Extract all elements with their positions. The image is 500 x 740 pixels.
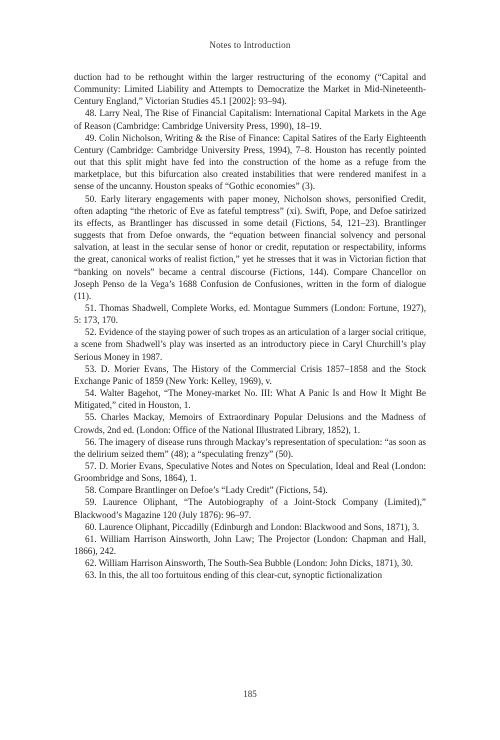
endnote-continuation: duction had to be rethought within the larger restructuring of the economy (“Capital and Community: Limited Liability and Attempts to Democratize the Market in Mid-Nineteenth-Century England,” Victorian Studies 45.1 [2002]: 93–94). (74, 72, 426, 107)
running-head: Notes to Introduction (209, 40, 291, 50)
endnote-61: 61. William Harrison Ainsworth, John Law; The Projector (London: Chapman and Hall, 1866), 242. (74, 533, 426, 557)
endnote-62: 62. William Harrison Ainsworth, The South-Sea Bubble (London: John Dicks, 1871), 30. (85, 558, 413, 569)
endnote-63: 63. In this, the all too fortuitous ending of this clear-cut, synoptic fictionalization (85, 570, 383, 581)
endnote-56: 56. The imagery of disease runs through Mackay’s representation of speculation: “as soon as the delirium seized them” (48); a “speculating frenzy” (50). (74, 436, 426, 459)
endnote-53: 53. D. Morier Evans, The History of the Commercial Crisis 1857–1858 and the Stock Exchange Panic of 1859 (New York: Kelley, 1969), v. (74, 363, 426, 386)
endnote-51: 51. Thomas Shadwell, Complete Works, ed. Montague Summers (London: Fortune, 1927), 5: 173, 170. (74, 302, 426, 326)
endnote-48: 48. Larry Neal, The Rise of Financial Capitalism: International Capital Markets in the Age of Reason (Cambridge: Cambridge University Press, 1990), 18–19. (74, 108, 426, 131)
endnote-52: 52. Evidence of the staying power of such tropes as an articulation of a larger social critique, a scene from Shadwell’s play was inserted as an introductory piece in Caryl Churchill’s play Serious Money in 1987. (74, 327, 426, 362)
endnote-57: 57. D. Morier Evans, Speculative Notes and Notes on Speculation, Ideal and Real (London: Groombridge and Sons, 1864), 1. (74, 461, 426, 484)
endnotes-body (74, 71, 426, 582)
endnote-54: 54. Walter Bagehot, “The Money-market No. III: What A Panic Is and How It Might Be Mitigated,” cited in Houston, 1. (74, 388, 426, 411)
endnote-60: 60. Laurence Oliphant, Piccadilly (Edinburgh and London: Blackwood and Sons, 1871), 3. (85, 521, 420, 532)
endnote-55: 55. Charles Mackay, Memoirs of Extraordinary Popular Delusions and the Madness of Crowds, 2nd ed. (London: Office of the National Illustrated Library, 1852), 1. (74, 412, 426, 435)
endnote-59: 59. Laurence Oliphant, “The Autobiography of a Joint-Stock Company (Limited),” Blackwood’s Magazine 120 (July 1876): 96–97. (74, 497, 426, 520)
endnote-50: 50. Early literary engagements with paper money, Nicholson shows, personified Credit, often adapting “the rhetoric of Eve as fateful temptress” (xi). Swift, Pope, and Defoe satirized its effects, as Brantlinger has discussed in some detail (Fictions, 54, 121–23). Brantlinger suggests that from Defoe onwards, the “equation between financial solvency and personal salvation, at least in the secular sense of honor or credit, reputation or respectability, informs the great, canonical works of realist fiction,” yet he stresses that it was in Victorian fiction that “banking on novels” became a central discourse (Fictions, 144). Compare Chancellor on Joseph Penso de la Vega’s 1688 Confusion de Confusiones, written in the form of dialogue (11). (74, 193, 426, 301)
endnote-49: 49. Colin Nicholson, Writing & the Rise of Finance: Capital Satires of the Early Eighteenth Century (Cambridge: Cambridge University Press, 1994), 7–8. Houston has recently pointed out that this split might have fed into the construction of the home as a refuge from the marketplace, but this bifurcation also created instabilities that were rendered manifest in a sense of the uncanny. Houston speaks of “Gothic economies” (3). (74, 132, 426, 192)
endnote-58: 58. Compare Brantlinger on Defoe’s “Lady Credit” (Fictions, 54). (85, 485, 328, 496)
page-number: 185 (243, 689, 257, 699)
